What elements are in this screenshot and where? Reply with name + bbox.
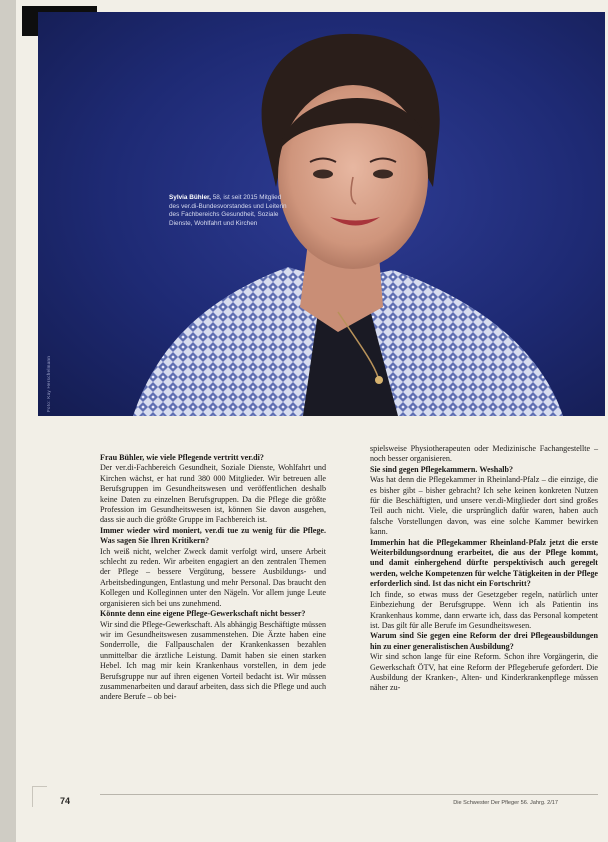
interview-question: Sie sind gegen Pflegekammern. Weshalb? [370,464,514,474]
interview-question: Warum sind Sie gegen eine Reform der drei Pflegeausbildungen hin zu einer generalistischen Ausbildung? [370,631,598,651]
interview-answer: Ich weiß nicht, welcher Zweck damit verfolgt wird, unsere Arbeit schlecht zu reden. Wir arbeiten engagiert an den zentralen Themen der Pflege – bessere Vergütung, bessere Ausbildungs- und Arbeitsbedingungen, Entlastung und mehr Personal. Das braucht den Kollegen und Kolleginnen unter den Nägeln. Vor allem junge Leute organisieren sich bei uns zunehmend. [100,546,326,608]
interview-answer: Ich finde, so etwas muss der Gesetzgeber regeln, natürlich unter Einbeziehung der Berufsgruppe. Wenn ich als Patientin ins Krankenhaus komme, dann erwarte ich, dass das Personal kompetent ist. Das gilt für alle Berufe im Gesundheitswesen. [370,589,598,630]
interview-answer: Der ver.di-Fachbereich Gesundheit, Soziale Dienste, Wohlfahrt und Kirchen wächst, er hat rund 380 000 Mitglieder. Wir betreuen alle Berufsgruppen im Gesundheitswesen und veröffentlichen deshalb keine Daten zu einzelnen Berufsgruppen. Da die Pflege die größte Profession im Gesundheitswesen ist, können Sie davon ausgehen, dass sie auch die größte Gruppe im Fachbereich ist. [100,463,326,525]
interview-question: Frau Bühler, wie viele Pflegende vertritt ver.di? [100,453,264,462]
portrait-illustration [38,12,605,416]
interview-question: Immerhin hat die Pflegekammer Rheinland-Pfalz jetzt die erste Weiterbildungsordnung erarbeitet, die aus der Pflege kommt, und damit einhergehend dürfte perspektivisch auch geregelt werden, welche Kompetenzen für welche Tätigkeiten in der Pflege erforderlich sind. Ist das nicht ein Fortschritt? [370,537,598,589]
interview-answer: Wir sind schon lange für eine Reform. Schon ihre Vorgängerin, die Gewerkschaft ÖTV, hat eine Reform der Pflegeberufe gefordert. Die Ausbildung der Kranken-, Alten- und Kinderkrankenpflege müssen näher zu- [370,652,598,693]
page-number: 74 [60,796,71,806]
interview-answer: spielsweise Physiotherapeuten oder Medizinische Fachangestellte – noch besser organisieren. [370,444,598,464]
footer-rule [100,794,598,795]
portrait-photo [38,12,605,416]
footer-bracket-mark [32,786,47,807]
interview-answer: Was hat denn die Pflegekammer in Rheinland-Pfalz – die einzige, die es bisher gibt – bisher gebracht? Ich sehe keinen konkreten Nutzen für die Beschäftigten, und unsere ver.di-Mitglieder dort sind großes Teil auch nicht. Viele, die ursprünglich dafür waren, haben auch falsche Vorstellungen davon, was eine solche Kammer bewirken kann. [370,475,598,537]
photo-credit: Foto: Kay Herschelmann [46,355,51,412]
publication-line: Die Schwester Der Pfleger 56. Jahrg. 2/17 [453,800,558,806]
interview-answer: Wir sind die Pflege-Gewerkschaft. Als abhängig Beschäftigte müssen wir im Gesundheitswesen zusammenstehen. Die Ärzte haben eine Sonderrolle, die Fallpauschalen der Krankenkassen bezahlen unmittelbar die ärztliche Leistung. Damit haben sie einen starken Hebel. Ich mag mir kein Krankenhaus vorstellen, in dem jede Berufsgruppe nur auf ihren eigenen Vorteil bedacht ist. Wir müssen zusammenarbeiten und darauf arbeiten, dass sich die Pflege und auch andere Berufe – ob bei- [100,619,326,702]
article-column-left [100,453,326,703]
photo-caption [169,194,289,228]
caption-name: Sylvia Bühler, [169,194,211,201]
scan-edge [0,0,16,842]
caption-text: 58, ist seit 2015 Mitglied des ver.di-Bundesvorstandes und Leiterin des Fachbereichs Gesundheit, Soziale Dienste, Wohlfahrt und Kirchen [169,194,287,227]
article-column-right [370,444,598,694]
interview-question: Könnte denn eine eigene Pflege-Gewerkschaft nicht besser? [100,609,306,619]
interview-question: Immer wieder wird moniert, ver.di tue zu wenig für die Pflege. Was sagen Sie Ihren Kritikern? [100,525,326,546]
